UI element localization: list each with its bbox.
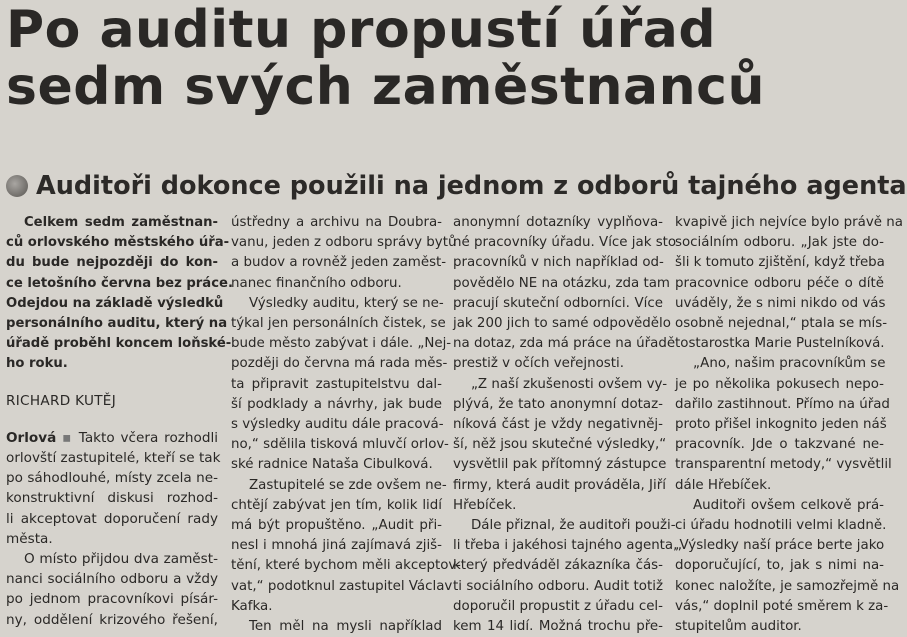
body-line: orlovští zastupitelé, kteří se tak (6, 450, 221, 467)
body-line: chtějí zabývat jen tím, kolik lidí (231, 497, 442, 513)
body-line: O místo přijdou dva zaměst- (24, 551, 218, 568)
body-line: jak 200 jich to samé odpovědělo (453, 316, 671, 332)
perex-line: Odejdou na základě výsledků (6, 295, 224, 311)
body-line: plývá, že tato anonymní dotaz- (453, 396, 663, 412)
perex-line: Celkem sedm zaměstnan- (24, 215, 218, 230)
body-line: Výsledky auditu, který se ne- (249, 295, 444, 311)
subheadline-text: Auditoři dokonce použili na jednom z odborů tajného agenta (36, 171, 907, 201)
body-line: je po několika pokusech nepo- (675, 376, 884, 392)
body-line: tění, které bychom měli akceptov- (231, 558, 461, 574)
body-line: vat,“ podotknul zastupitel Václav (231, 578, 453, 594)
body-line: konstruktivní diskusi rozhod- (6, 490, 218, 507)
body-line: „Výsledky naší práce berte jako (675, 538, 885, 554)
body-line: transparentní metody,“ vysvětlil (675, 457, 892, 473)
body-line: města. (6, 530, 53, 547)
body-line: pracovník. Jde o takzvané ne- (675, 437, 884, 453)
bullet-icon (6, 175, 28, 197)
body-line: dále Hřebíček. (675, 477, 772, 493)
body-line: Kafka. (231, 598, 273, 614)
body-line: doporučil propustit z úřadu cel- (453, 598, 663, 614)
body-line: který předváděl zákazníka čás- (453, 558, 663, 574)
body-line: sociálním odboru. „Jak jste do- (675, 235, 884, 251)
body-line: nanci sociálního odboru a vždy (6, 571, 218, 588)
body-line: ny, oddělení krizového řešení, (6, 611, 218, 628)
body-line: konec naložíte, je samozřejmě na (675, 578, 900, 594)
body-line: osobně nejednal,“ ptala se mís- (675, 316, 888, 332)
body-line: ta připravit zastupitelstvu dal- (231, 376, 442, 392)
dateline-separator: ▪ (62, 429, 73, 446)
perex-line: ců orlovského městského úřa- (6, 235, 230, 251)
body-line: ústředny a archivu na Doubra- (231, 215, 442, 230)
body-line: kvapivě jich nejvíce bylo právě na (675, 215, 903, 230)
body-line: a budov a rovněž jeden zaměst- (231, 255, 447, 271)
body-line: pracovnice odboru péče o dítě (675, 275, 884, 291)
body-line: ti sociálního odboru. Audit totiž (453, 578, 663, 594)
body-line: doporučující, to, jak s nimi na- (675, 558, 884, 574)
body-line: po sáhodlouhé, místy zcela ne- (6, 470, 218, 487)
body-line: stupitelům auditor. (675, 619, 802, 635)
body-line: „Ano, našim pracovníkům se (693, 356, 886, 372)
body-line: pracovníků v nich například od- (453, 255, 664, 271)
author-byline: RICHARD KUTĚJ (6, 392, 117, 409)
body-line: firmy, která audit prováděla, Jiří (453, 477, 666, 493)
body-line: kem 14 lidí. Možná trochu pře- (453, 619, 663, 635)
body-line: no,“ sdělila tisková mluvčí orlov- (231, 437, 449, 453)
body-line: později do června má rada měs- (231, 356, 448, 372)
body-line: anonymní dotazníky vyplňova- (453, 215, 663, 230)
body-line: prestiž v očích veřejnosti. (453, 356, 624, 372)
perex (6, 213, 233, 375)
body-line: proto přišel inkognito jeden náš (675, 417, 887, 433)
body-column-1 (6, 428, 221, 630)
body-line: nanec finančního odboru. (231, 275, 402, 291)
dateline-line (6, 428, 218, 448)
column-2 (231, 213, 461, 637)
body-line: po jednom pracovníkovi písár- (6, 591, 218, 608)
body-line: li akceptovat doporučení rady (6, 510, 218, 527)
body-line: Dále přiznal, že auditoři použi- (471, 518, 676, 534)
perex-line: personálního auditu, který na (6, 316, 228, 332)
perex-line: du bude nejpozději do kon- (6, 255, 218, 271)
perex-line: ce letošního června bez práce. (6, 275, 233, 291)
column-4 (675, 213, 903, 637)
body-line: Auditoři ovšem celkově prá- (693, 497, 884, 513)
body-line: uváděly, že s nimi nikdo od vás (675, 295, 886, 311)
subheadline (6, 170, 907, 202)
body-line: li třeba i jakéhosi tajného agenta, (453, 538, 678, 554)
perex-line: úřadě proběhl koncem loňské- (6, 336, 232, 352)
body-line: Zastupitelé se zde ovšem ne- (249, 477, 447, 493)
body-line: Takto včera rozhodli (78, 429, 219, 446)
body-line: vysvětlil pak přítomný zástupce (453, 457, 667, 473)
body-line: pracují skuteční odborníci. Více (453, 295, 663, 311)
body-line: Ten měl na mysli například (249, 619, 442, 635)
body-line: ší podklady a návrhy, jak bude (231, 396, 442, 412)
body-line: povědělo NE na otázku, zda tam (453, 275, 670, 291)
body-line: týkal jen personálních čistek, se (231, 316, 446, 332)
body-line: ší, něž jsou skutečné výsledky,“ (453, 437, 667, 453)
body-line: ské radnice Nataša Cibulková. (231, 457, 433, 473)
perex-line: ho roku. (6, 356, 68, 372)
body-line: né pracovníky úřadu. Více jak sto (453, 235, 677, 251)
body-line: Hřebíček. (453, 497, 517, 513)
body-line: níková část je vždy negativněj- (453, 417, 663, 433)
body-line: tostarostka Marie Pustelníková. (675, 336, 885, 352)
column-1 (6, 213, 233, 630)
body-line: vanu, jeden z odboru správy bytů (231, 235, 457, 251)
body-line: „Z naší zkušenosti ovšem vy- (471, 376, 668, 392)
dateline: Orlová (6, 429, 57, 446)
body-line: ci úřadu hodnotili velmi kladně. (675, 518, 887, 534)
body-line: s výsledky auditu dále pracová- (231, 417, 444, 433)
body-line: na dotaz, zda má práce na úřadě (453, 336, 676, 352)
headline: Po auditu propustí úřad sedm svých zaměstnanců (6, 0, 766, 117)
body-line: nesl i mnohá jiná zajímavá zjiš- (231, 538, 442, 554)
body-line: bude město zabývat i dále. „Nej- (231, 336, 452, 352)
body-line: má být propuštěno. „Audit při- (231, 518, 442, 534)
column-3 (453, 213, 678, 637)
body-line: vás,“ doplnil poté směrem k za- (675, 598, 889, 614)
body-line: šli k tomuto zjištění, když třeba (675, 255, 885, 271)
body-line: dařilo zastihnout. Přímo na úřad (675, 396, 890, 412)
